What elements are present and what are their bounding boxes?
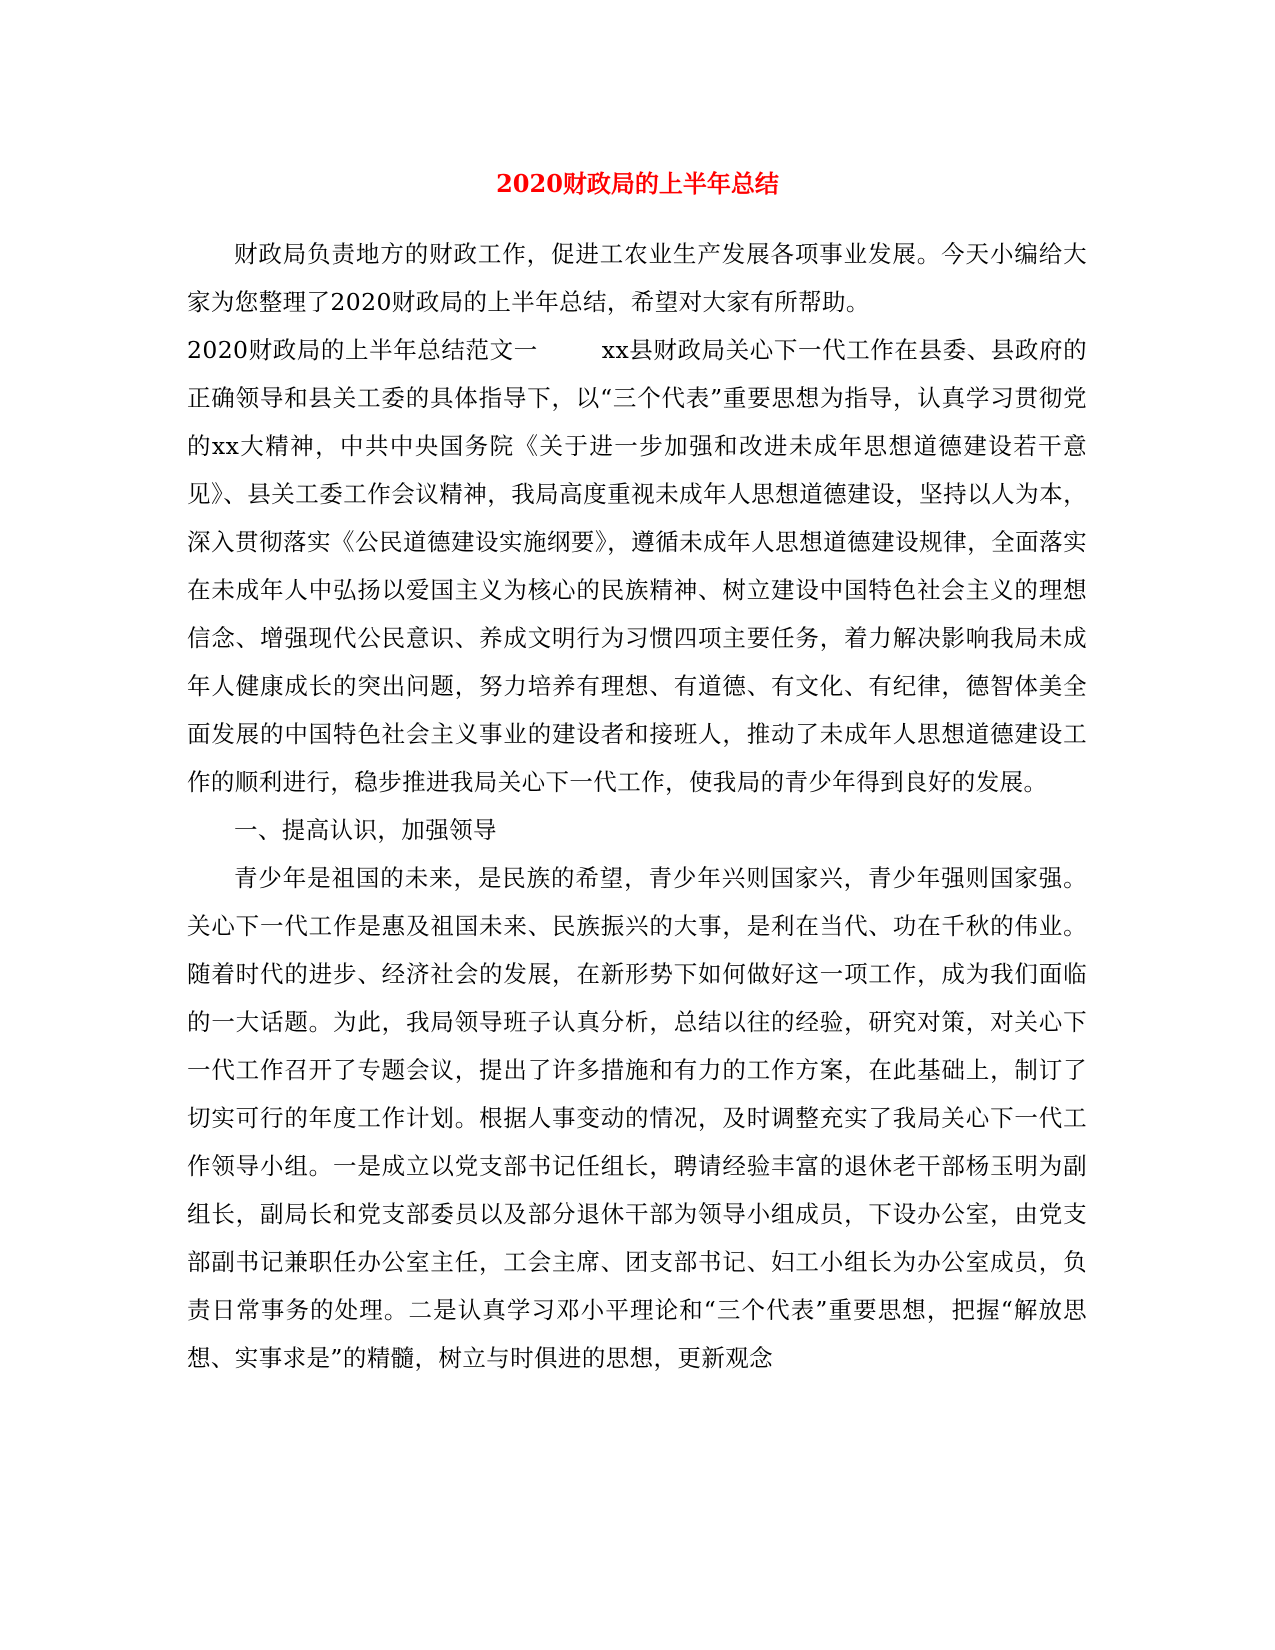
section-paragraph: 青少年是祖国的未来，是民族的希望，青少年兴则国家兴，青少年强则国家强。关心下一代工作是惠及祖国未来、民族振兴的大事，是利在当代、功在千秋的伟业。随着时代的进步、经济社会的发展，在新形势下如何做好这一项工作，成为我们面临的一大话题。为此，我局领导班子认真分析，总结以往的经验，研究对策，对关心下一代工作召开了专题会议，提出了许多措施和有力的工作方案，在此基础上，制订了切实可行的年度工作计划。根据人事变动的情况，及时调整充实了我局关心下一代工作领导小组。一是成立以党支部书记任组长，聘请经验丰富的退休老干部杨玉明为副组长，副局长和党支部委员以及部分退休干部为领导小组成员，下设办公室，由党支部副书记兼职任办公室主任，工会主席、团支部书记、妇工小组长为办公室成员，负责日常事务的处理。二是认真学习邓小平理论和“三个代表”重要思想，把握“解放思想、实事求是”的精髓，树立与时俱进的思想，更新观念 xyxy=(187,864,1087,1372)
section-heading: 一、提高认识，加强领导 xyxy=(234,816,497,844)
document-title: 2020财政局的上半年总结 xyxy=(496,169,779,198)
intro-paragraph: 财政局负责地方的财政工作，促进工农业生产发展各项事业发展。今天小编给大家为您整理了2020财政局的上半年总结，希望对大家有所帮助。 xyxy=(187,240,1087,316)
sample-paragraph xyxy=(187,326,1087,806)
sample-label: 2020财政局的上半年总结范文一 xyxy=(187,336,538,364)
document-body xyxy=(187,230,1087,1382)
sample-text: xx县财政局关心下一代工作在县委、县政府的正确领导和县关工委的具体指导下，以“三个代表”重要思想为指导，认真学习贯彻党的xx大精神，中共中央国务院《关于进一步加强和改进未成年思想道德建设若干意见》、县关工委工作会议精神，我局高度重视未成年人思想道德建设，坚持以人为本，深入贯彻落实《公民道德建设实施纲要》，遵循未成年人思想道德建设规律，全面落实在未成年人中弘扬以爱国主义为核心的民族精神、树立建设中国特色社会主义的理想信念、增强现代公民意识、养成文明行为习惯四项主要任务，着力解决影响我局未成年人健康成长的突出问题，努力培养有理想、有道德、有文化、有纪律，德智体美全面发展的中国特色社会主义事业的建设者和接班人，推动了未成年人思想道德建设工作的顺利进行，稳步推进我局关心下一代工作，使我局的青少年得到良好的发展。 xyxy=(187,336,1087,796)
